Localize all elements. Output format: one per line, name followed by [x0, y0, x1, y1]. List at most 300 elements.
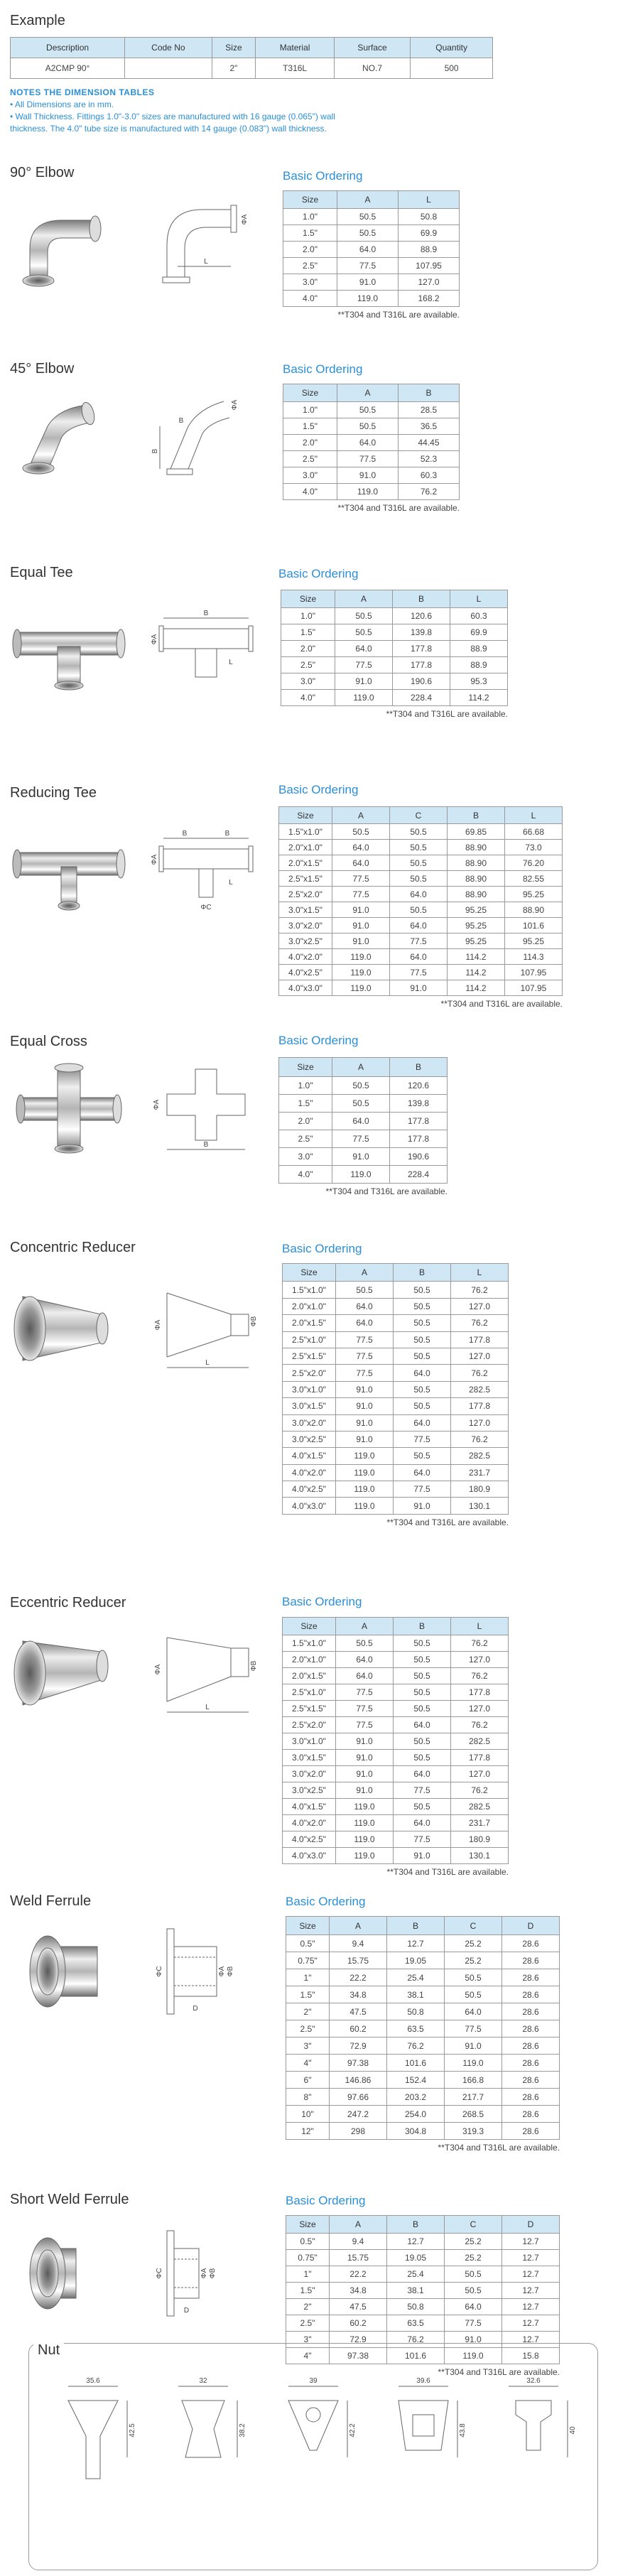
table-cell: 4.0"x2.5": [283, 1831, 336, 1848]
table-cell: 91.0: [332, 902, 390, 918]
table-cell: 2.5"x1.0": [283, 1331, 336, 1348]
table-cell: 9.4: [330, 2234, 387, 2250]
table-cell: T316L: [256, 58, 335, 79]
nut-height-label: 40: [569, 2426, 577, 2435]
table-row: [286, 2283, 560, 2299]
table-cell: 91.0: [336, 1381, 394, 1397]
table-row: [283, 451, 460, 467]
table-header: B: [393, 590, 450, 608]
nut-width-label: 32.6: [526, 2377, 541, 2385]
nut-width-label: 35.6: [86, 2377, 100, 2385]
table-cell: 3.0"x1.0": [283, 1381, 336, 1397]
table-cell: 64.0: [394, 1365, 451, 1381]
basic-ordering-label: Basic Ordering: [282, 1242, 362, 1255]
notes-line: thickness. The 4.0" tube size is manufactured with 14 gauge (0.083") wall thickness.: [10, 124, 327, 134]
table-cell: 91.0: [336, 1782, 394, 1799]
table-cell: 4.0"x2.5": [283, 1481, 336, 1498]
table-cell: 1.0": [279, 1077, 332, 1095]
table-cell: 3": [286, 2332, 330, 2348]
table-row: [283, 1398, 509, 1414]
table-row: [279, 902, 563, 918]
table-cell: 34.8: [330, 2283, 387, 2299]
table-cell: 77.5: [336, 1684, 394, 1701]
table-row: [283, 291, 460, 307]
table-cell: 50.5: [335, 608, 393, 624]
table-cell: 73.0: [505, 840, 563, 855]
table-cell: 0.5": [286, 2234, 330, 2250]
notes-line: • All Dimensions are in mm.: [10, 99, 114, 109]
table-cell: 77.5: [335, 657, 393, 673]
table-cell: 88.90: [448, 855, 505, 871]
table-cell: 119.0: [335, 690, 393, 706]
table-header: Code No: [125, 38, 212, 58]
table-header: L: [450, 590, 508, 608]
dimension-label: B: [224, 830, 230, 838]
table-cell: 119.0: [336, 1498, 394, 1514]
table-cell: 25.2: [445, 2234, 502, 2250]
table-cell: 91.0: [332, 1148, 390, 1166]
nut-drawing: [264, 2372, 363, 2543]
table-cell: 64.0: [394, 1815, 451, 1831]
table-header: A: [332, 807, 390, 824]
product-photo: [9, 199, 129, 291]
table-cell: 97.38: [330, 2055, 387, 2072]
table-cell: 0.75": [286, 1952, 330, 1969]
dimension-label: B: [203, 1141, 209, 1149]
table-cell: 60.2: [330, 2315, 387, 2332]
table-cell: 64.0: [336, 1652, 394, 1668]
table-cell: 50.5: [336, 1282, 394, 1298]
table-row: [279, 933, 563, 949]
table-cell: 95.3: [450, 673, 508, 690]
table-cell: 91.0: [445, 2332, 502, 2348]
table-cell: 177.8: [451, 1331, 509, 1348]
table-cell: 1.0": [283, 209, 337, 225]
dimension-label: ΦC: [156, 1966, 163, 1977]
table-cell: 88.9: [450, 641, 508, 657]
table-cell: 114.2: [448, 980, 505, 996]
table-cell: 282.5: [451, 1733, 509, 1750]
table-cell: 50.5: [335, 624, 393, 641]
table-cell: 64.0: [390, 949, 448, 965]
basic-ordering-label: Basic Ordering: [278, 567, 359, 580]
table-cell: 34.8: [330, 1986, 387, 2003]
table-cell: 63.5: [387, 2315, 445, 2332]
table-cell: 4.0"x3.0": [283, 1498, 336, 1514]
dimension-label: ΦC: [156, 2268, 163, 2279]
table-cell: 66.68: [505, 824, 563, 840]
dimension-label: B: [151, 448, 159, 454]
table-row: [286, 1986, 560, 2003]
table-row: [283, 1652, 509, 1668]
dimension-label: ΦB: [227, 1966, 234, 1977]
table-cell: 114.2: [448, 949, 505, 965]
table-cell: 127.0: [451, 1298, 509, 1314]
table-cell: 119.0: [332, 1166, 390, 1184]
dimension-table: [278, 1057, 448, 1184]
dimension-label: ΦA: [154, 1319, 162, 1331]
table-cell: 95.25: [448, 902, 505, 918]
table-cell: 1.5": [286, 1986, 330, 2003]
table-header: C: [390, 807, 448, 824]
table-cell: 4": [286, 2348, 330, 2364]
table-cell: 50.5: [394, 1381, 451, 1397]
table-cell: 2.0"x1.5": [279, 855, 332, 871]
table-header: Description: [11, 38, 125, 58]
table-cell: 72.9: [330, 2332, 387, 2348]
table-cell: 91.0: [336, 1750, 394, 1766]
table-cell: 127.0: [451, 1348, 509, 1364]
table-cell: 95.25: [505, 933, 563, 949]
table-cell: 64.0: [394, 1464, 451, 1481]
table-cell: 60.3: [399, 467, 460, 484]
table-cell: 91.0: [390, 980, 448, 996]
table-cell: 91.0: [394, 1498, 451, 1514]
table-cell: 10": [286, 2106, 330, 2123]
table-header: B: [387, 1917, 445, 1935]
table-cell: 130.1: [451, 1848, 509, 1864]
table-cell: 127.0: [451, 1766, 509, 1782]
table-header: L: [505, 807, 563, 824]
table-cell: 2.5": [286, 2315, 330, 2332]
table-cell: 77.5: [336, 1701, 394, 1717]
table-row: [283, 1298, 509, 1314]
table-row: [279, 855, 563, 871]
table-row: [286, 2072, 560, 2089]
table-cell: 47.5: [330, 2003, 387, 2020]
table-cell: 64.0: [337, 435, 399, 451]
table-cell: 119.0: [337, 484, 399, 500]
table-row: [281, 624, 508, 641]
table-cell: 95.25: [505, 887, 563, 902]
table-cell: 50.5: [445, 2283, 502, 2299]
table-cell: 38.1: [387, 2283, 445, 2299]
table-cell: 15.8: [502, 2348, 560, 2364]
table-cell: 69.85: [448, 824, 505, 840]
table-cell: 76.2: [451, 1635, 509, 1652]
table-row: [283, 1717, 509, 1733]
table-cell: 119.0: [336, 1848, 394, 1864]
table-cell: 3.0"x2.0": [283, 1414, 336, 1431]
table-cell: 2.0"x1.0": [279, 840, 332, 855]
table-cell: 3.0"x2.0": [279, 918, 332, 933]
table-cell: 50.5: [394, 1348, 451, 1364]
table-cell: 2.5": [283, 258, 337, 274]
table-cell: 1.5": [283, 225, 337, 242]
nut-drawing: [43, 2372, 143, 2543]
table-cell: 119.0: [332, 980, 390, 996]
table-cell: 119.0: [336, 1481, 394, 1498]
table-cell: 50.5: [390, 902, 448, 918]
table-cell: 64.0: [336, 1668, 394, 1684]
nut-height-label: 43.8: [459, 2423, 467, 2437]
table-cell: 50.5: [390, 855, 448, 871]
table-cell: 114.2: [450, 690, 508, 706]
table-cell: 44.45: [399, 435, 460, 451]
table-cell: 95.25: [448, 933, 505, 949]
table-row: [283, 1381, 509, 1397]
table-cell: 76.2: [451, 1782, 509, 1799]
table-row: [279, 824, 563, 840]
dimension-notes: [10, 87, 507, 135]
table-cell: 1.0": [283, 402, 337, 418]
table-cell: 1": [286, 2266, 330, 2283]
table-cell: 3.0"x1.5": [283, 1750, 336, 1766]
table-header: Quantity: [411, 38, 493, 58]
section-title: Equal Cross: [10, 1034, 87, 1049]
dimension-label: L: [229, 659, 233, 666]
product-photo: [9, 604, 129, 696]
table-cell: 177.8: [451, 1398, 509, 1414]
table-cell: 52.3: [399, 451, 460, 467]
table-cell: 282.5: [451, 1799, 509, 1815]
table-cell: 127.0: [451, 1652, 509, 1668]
table-cell: 50.5: [337, 209, 399, 225]
table-cell: 12.7: [502, 2315, 560, 2332]
table-row: [286, 2123, 560, 2140]
table-cell: 2": [286, 2299, 330, 2315]
table-cell: 28.6: [502, 2072, 560, 2089]
table-cell: 28.6: [502, 2055, 560, 2072]
table-cell: 1.5": [283, 418, 337, 435]
table-cell: 0.75": [286, 2250, 330, 2266]
table-row: [283, 1448, 509, 1464]
product-photo: [9, 387, 129, 480]
table-row: [283, 1282, 509, 1298]
table-header: Size: [283, 1264, 336, 1282]
table-cell: 28.6: [502, 2123, 560, 2140]
table-cell: 28.5: [399, 402, 460, 418]
table-cell: 77.5: [332, 871, 390, 887]
table-header: A: [330, 2216, 387, 2234]
table-cell: 50.5: [394, 1315, 451, 1331]
table-cell: 4.0": [283, 484, 337, 500]
table-row: [281, 673, 508, 690]
table-cell: 119.0: [336, 1831, 394, 1848]
dimension-table: [283, 384, 460, 500]
table-cell: 282.5: [451, 1381, 509, 1397]
table-cell: 2.5": [286, 2020, 330, 2037]
table-cell: 3.0"x1.0": [283, 1733, 336, 1750]
table-cell: 127.0: [451, 1701, 509, 1717]
dimension-label: ΦC: [200, 904, 212, 911]
table-header: B: [399, 384, 460, 402]
table-header: A: [335, 590, 393, 608]
table-cell: 69.9: [450, 624, 508, 641]
table-cell: 107.95: [399, 258, 460, 274]
dimension-label: ΦA: [154, 1664, 162, 1675]
table-cell: 91.0: [394, 1848, 451, 1864]
table-cell: 3.0"x2.5": [283, 1782, 336, 1799]
table-cell: 101.6: [505, 918, 563, 933]
nut-title: Nut: [33, 2342, 64, 2359]
dimension-label: B: [203, 610, 209, 617]
table-cell: 60.3: [450, 608, 508, 624]
table-cell: 77.5: [337, 451, 399, 467]
table-header: A: [330, 1917, 387, 1935]
table-header: D: [502, 1917, 560, 1935]
nut-drawing: [484, 2372, 583, 2543]
section-title: Short Weld Ferrule: [10, 2192, 129, 2207]
table-cell: 64.0: [332, 855, 390, 871]
table-row: [283, 484, 460, 500]
table-cell: 64.0: [394, 1414, 451, 1431]
table-header: Size: [286, 2216, 330, 2234]
table-cell: 50.5: [337, 225, 399, 242]
technical-drawing: [153, 2224, 259, 2323]
table-cell: 50.5: [394, 1448, 451, 1464]
table-cell: 50.5: [336, 1635, 394, 1652]
table-cell: 91.0: [336, 1398, 394, 1414]
table-cell: 500: [411, 58, 493, 79]
table-cell: 4.0": [279, 1166, 332, 1184]
table-row: [283, 1815, 509, 1831]
table-row: [283, 1668, 509, 1684]
table-cell: 76.2: [387, 2332, 445, 2348]
table-row: [283, 209, 460, 225]
table-cell: 50.5: [332, 1077, 390, 1095]
table-cell: 3.0": [281, 673, 335, 690]
table-cell: 120.6: [390, 1077, 448, 1095]
table-cell: 91.0: [336, 1733, 394, 1750]
table-cell: 22.2: [330, 1969, 387, 1986]
table-header: B: [387, 2216, 445, 2234]
nut-drawing: [153, 2372, 253, 2543]
dimension-label: ΦA: [218, 1966, 226, 1977]
dimension-table: [286, 1916, 560, 2140]
table-cell: 119.0: [445, 2055, 502, 2072]
table-cell: 50.5: [394, 1733, 451, 1750]
table-cell: 247.2: [330, 2106, 387, 2123]
table-cell: 76.2: [451, 1717, 509, 1733]
dimension-table: [281, 590, 508, 706]
table-header: Size: [283, 1618, 336, 1635]
table-cell: 3.0"x2.5": [279, 933, 332, 949]
table-cell: 12.7: [502, 2283, 560, 2299]
table-cell: 180.9: [451, 1831, 509, 1848]
table-cell: 88.90: [448, 840, 505, 855]
table-header: B: [390, 1058, 448, 1077]
table-cell: 50.5: [394, 1398, 451, 1414]
dimension-label: ΦB: [250, 1316, 258, 1327]
table-cell: 177.8: [390, 1130, 448, 1148]
table-cell: 2": [286, 2003, 330, 2020]
table-header: Size: [283, 384, 337, 402]
table-cell: 76.2: [387, 2037, 445, 2055]
basic-ordering-label: Basic Ordering: [282, 1595, 362, 1608]
table-header: A: [336, 1618, 394, 1635]
table-header: B: [394, 1264, 451, 1282]
table-cell: 3.0"x1.5": [283, 1398, 336, 1414]
product-photo: [9, 1282, 129, 1375]
dimension-label: B: [178, 417, 184, 425]
table-row: [286, 2299, 560, 2315]
table-row: [283, 1848, 509, 1864]
table-cell: 304.8: [387, 2123, 445, 2140]
table-row: [286, 2234, 560, 2250]
table-cell: 91.0: [336, 1766, 394, 1782]
table-cell: 82.55: [505, 871, 563, 887]
section-title: Eccentric Reducer: [10, 1595, 126, 1611]
table-cell: 50.8: [399, 209, 460, 225]
table-cell: 298: [330, 2123, 387, 2140]
table-cell: 2.0"x1.0": [283, 1652, 336, 1668]
table-cell: 119.0: [336, 1448, 394, 1464]
table-row: [281, 608, 508, 624]
table-cell: 50.5: [394, 1799, 451, 1815]
table-header: A: [337, 191, 399, 209]
table-row: [283, 1498, 509, 1514]
table-header: Surface: [334, 38, 410, 58]
table-cell: 2.0": [279, 1113, 332, 1130]
table-cell: 77.5: [332, 887, 390, 902]
table-cell: 8": [286, 2089, 330, 2106]
table-row: [283, 1414, 509, 1431]
table-cell: 1.5"x1.0": [283, 1282, 336, 1298]
table-header: L: [399, 191, 460, 209]
table-cell: 319.3: [445, 2123, 502, 2140]
table-cell: 168.2: [399, 291, 460, 307]
table-cell: 76.20: [505, 855, 563, 871]
table-cell: 77.5: [332, 1130, 390, 1148]
table-cell: 177.8: [393, 657, 450, 673]
table-cell: 77.5: [337, 258, 399, 274]
table-row: [279, 1113, 448, 1130]
table-cell: 15.75: [330, 1952, 387, 1969]
basic-ordering-label: Basic Ordering: [283, 362, 363, 376]
table-row: [279, 1130, 448, 1148]
availability-note: **T304 and T316L are available.: [438, 2367, 560, 2377]
table-row: [286, 2315, 560, 2332]
table-cell: 4.0": [283, 291, 337, 307]
table-row: [283, 1684, 509, 1701]
availability-note: **T304 and T316L are available.: [325, 1186, 448, 1196]
table-row: [283, 467, 460, 484]
dimension-label: ΦA: [151, 854, 158, 865]
table-row: [279, 887, 563, 902]
table-row: [283, 1799, 509, 1815]
table-cell: 2.5"x2.0": [279, 887, 332, 902]
table-cell: 64.0: [390, 887, 448, 902]
availability-note: **T304 and T316L are available.: [337, 310, 460, 320]
table-row: [279, 918, 563, 933]
table-row: [281, 641, 508, 657]
table-cell: 50.5: [394, 1668, 451, 1684]
table-cell: 25.2: [445, 2250, 502, 2266]
table-cell: 47.5: [330, 2299, 387, 2315]
table-row: [283, 1331, 509, 1348]
table-row: [283, 242, 460, 258]
table-cell: 1.5": [281, 624, 335, 641]
table-header: Size: [279, 807, 332, 824]
table-cell: 64.0: [337, 242, 399, 258]
table-cell: 0.5": [286, 1935, 330, 1952]
dimension-label: L: [205, 1359, 210, 1367]
table-cell: 50.5: [332, 824, 390, 840]
table-cell: 60.2: [330, 2020, 387, 2037]
table-row: [279, 1166, 448, 1184]
table-cell: 2.5": [279, 1130, 332, 1148]
dimension-table: [282, 1617, 509, 1864]
dimension-label: L: [229, 879, 233, 887]
table-cell: 228.4: [393, 690, 450, 706]
table-cell: 38.1: [387, 1986, 445, 2003]
table-header: L: [451, 1618, 509, 1635]
table-cell: 50.8: [387, 2299, 445, 2315]
table-cell: 36.5: [399, 418, 460, 435]
nut-drawing: [374, 2372, 473, 2543]
table-cell: 12.7: [502, 2299, 560, 2315]
